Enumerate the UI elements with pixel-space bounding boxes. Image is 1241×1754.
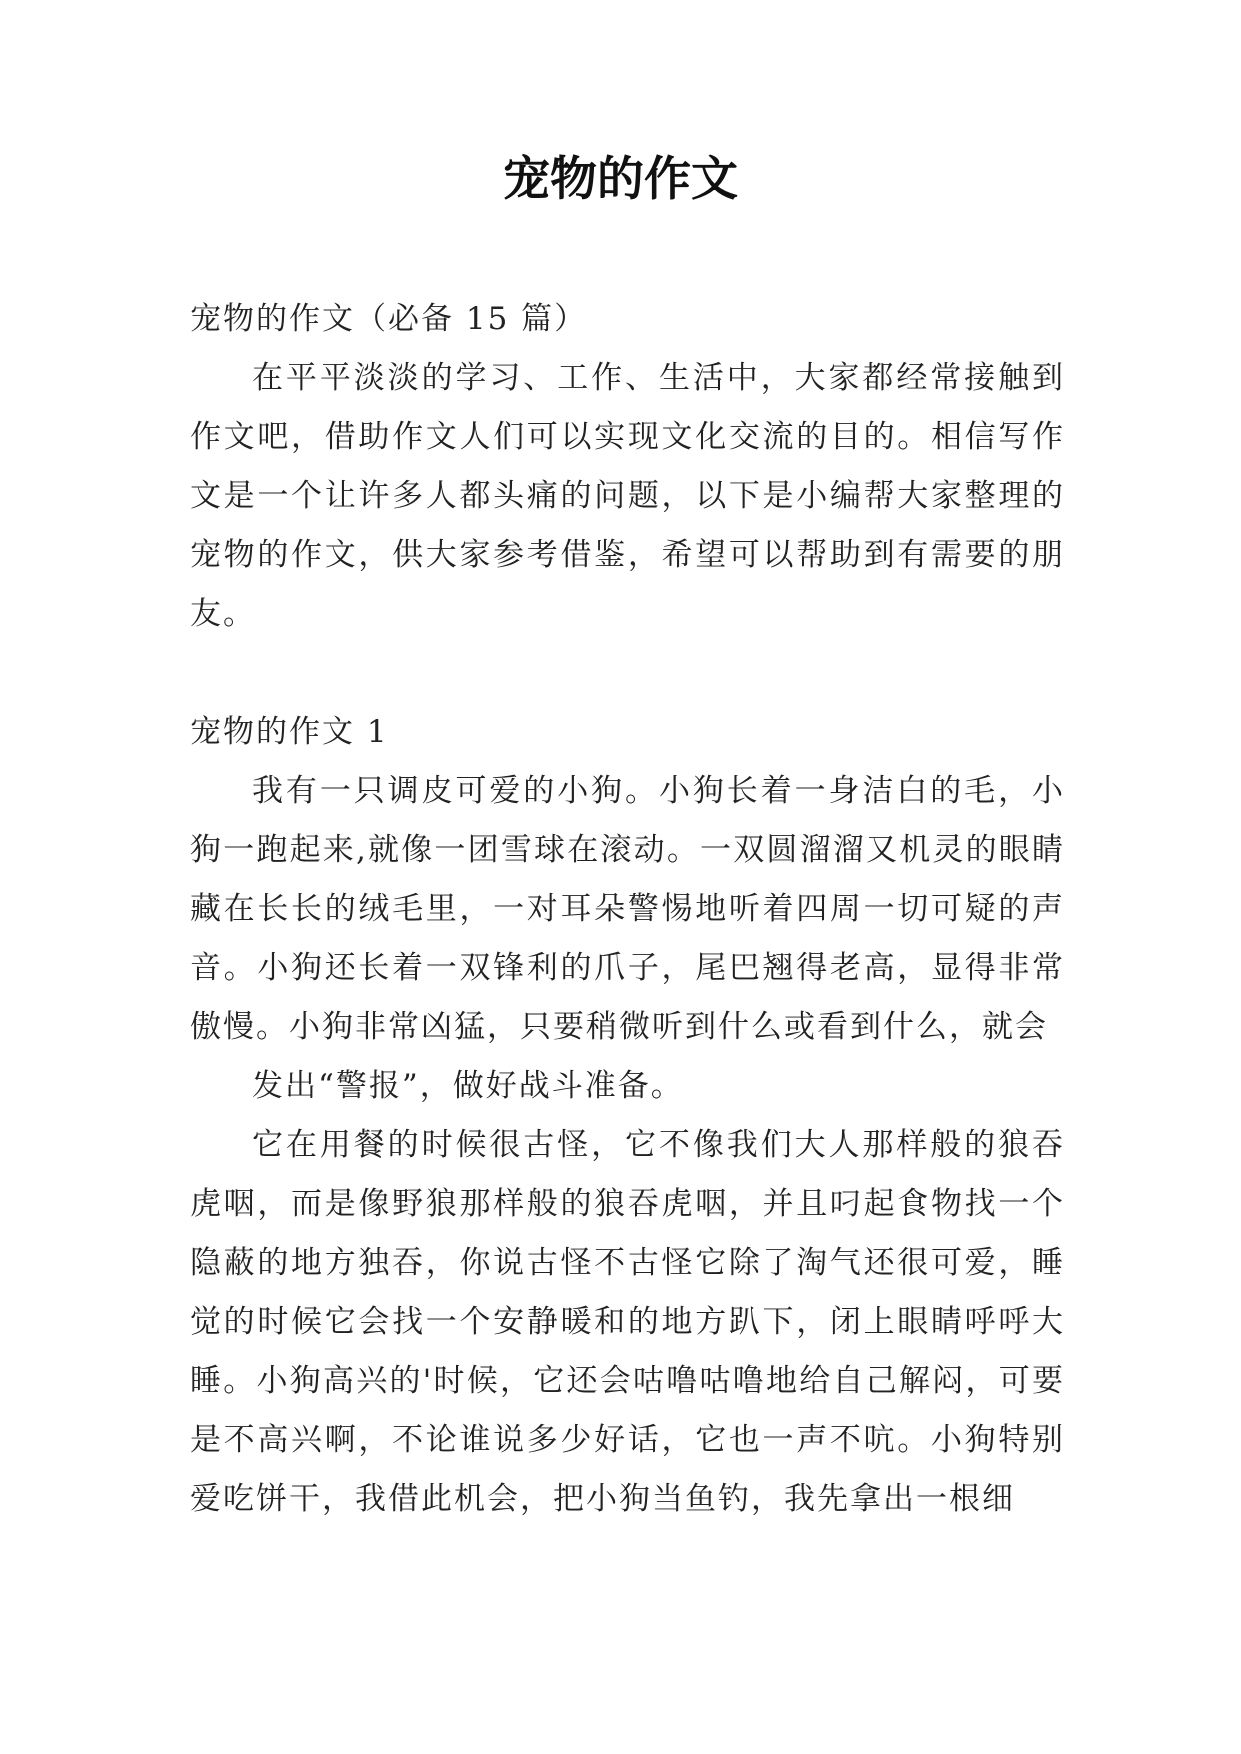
body-paragraph: 发出“警报”，做好战斗准备。 bbox=[252, 1068, 684, 1104]
document-title: 宠物的作文 bbox=[503, 152, 738, 207]
subtitle: 宠物的作文（必备 15 篇） bbox=[190, 301, 588, 337]
section-heading: 宠物的作文 1 bbox=[190, 714, 389, 750]
body-paragraph: 我有一只调皮可爱的小狗。小狗长着一身洁白的毛，小狗一跑起来,就像一团雪球在滚动。一双圆溜溜又机灵的眼睛藏在长长的绒毛里，一对耳朵警惕地听着四周一切可疑的声音。小狗还长着一双锋利的爪子，尾巴翘得老高，显得非常傲慢。小狗非常凶猛，只要稍微听到什么或看到什么，就会 bbox=[190, 773, 1065, 1045]
document-body bbox=[190, 290, 1065, 1529]
body-paragraph: 它在用餐的时候很古怪，它不像我们大人那样般的狼吞虎咽，而是像野狼那样般的狼吞虎咽，并且叼起食物找一个隐蔽的地方独吞，你说古怪不古怪它除了淘气还很可爱，睡觉的时候它会找一个安静暖和的地方趴下，闭上眼睛呼呼大睡。小狗高兴的'时候，它还会咕噜咕噜地给自己解闷，可要是不高兴啊，不论谁说多少好话，它也一声不吭。小狗特别爱吃饼干，我借此机会，把小狗当鱼钓，我先拿出一根细 bbox=[190, 1127, 1065, 1517]
section-spacer bbox=[190, 644, 1065, 703]
intro-paragraph: 在平平淡淡的学习、工作、生活中，大家都经常接触到作文吧，借助作文人们可以实现文化交流的目的。相信写作文是一个让许多人都头痛的问题，以下是小编帮大家整理的宠物的作文，供大家参考借鉴，希望可以帮助到有需要的朋友。 bbox=[190, 360, 1065, 632]
